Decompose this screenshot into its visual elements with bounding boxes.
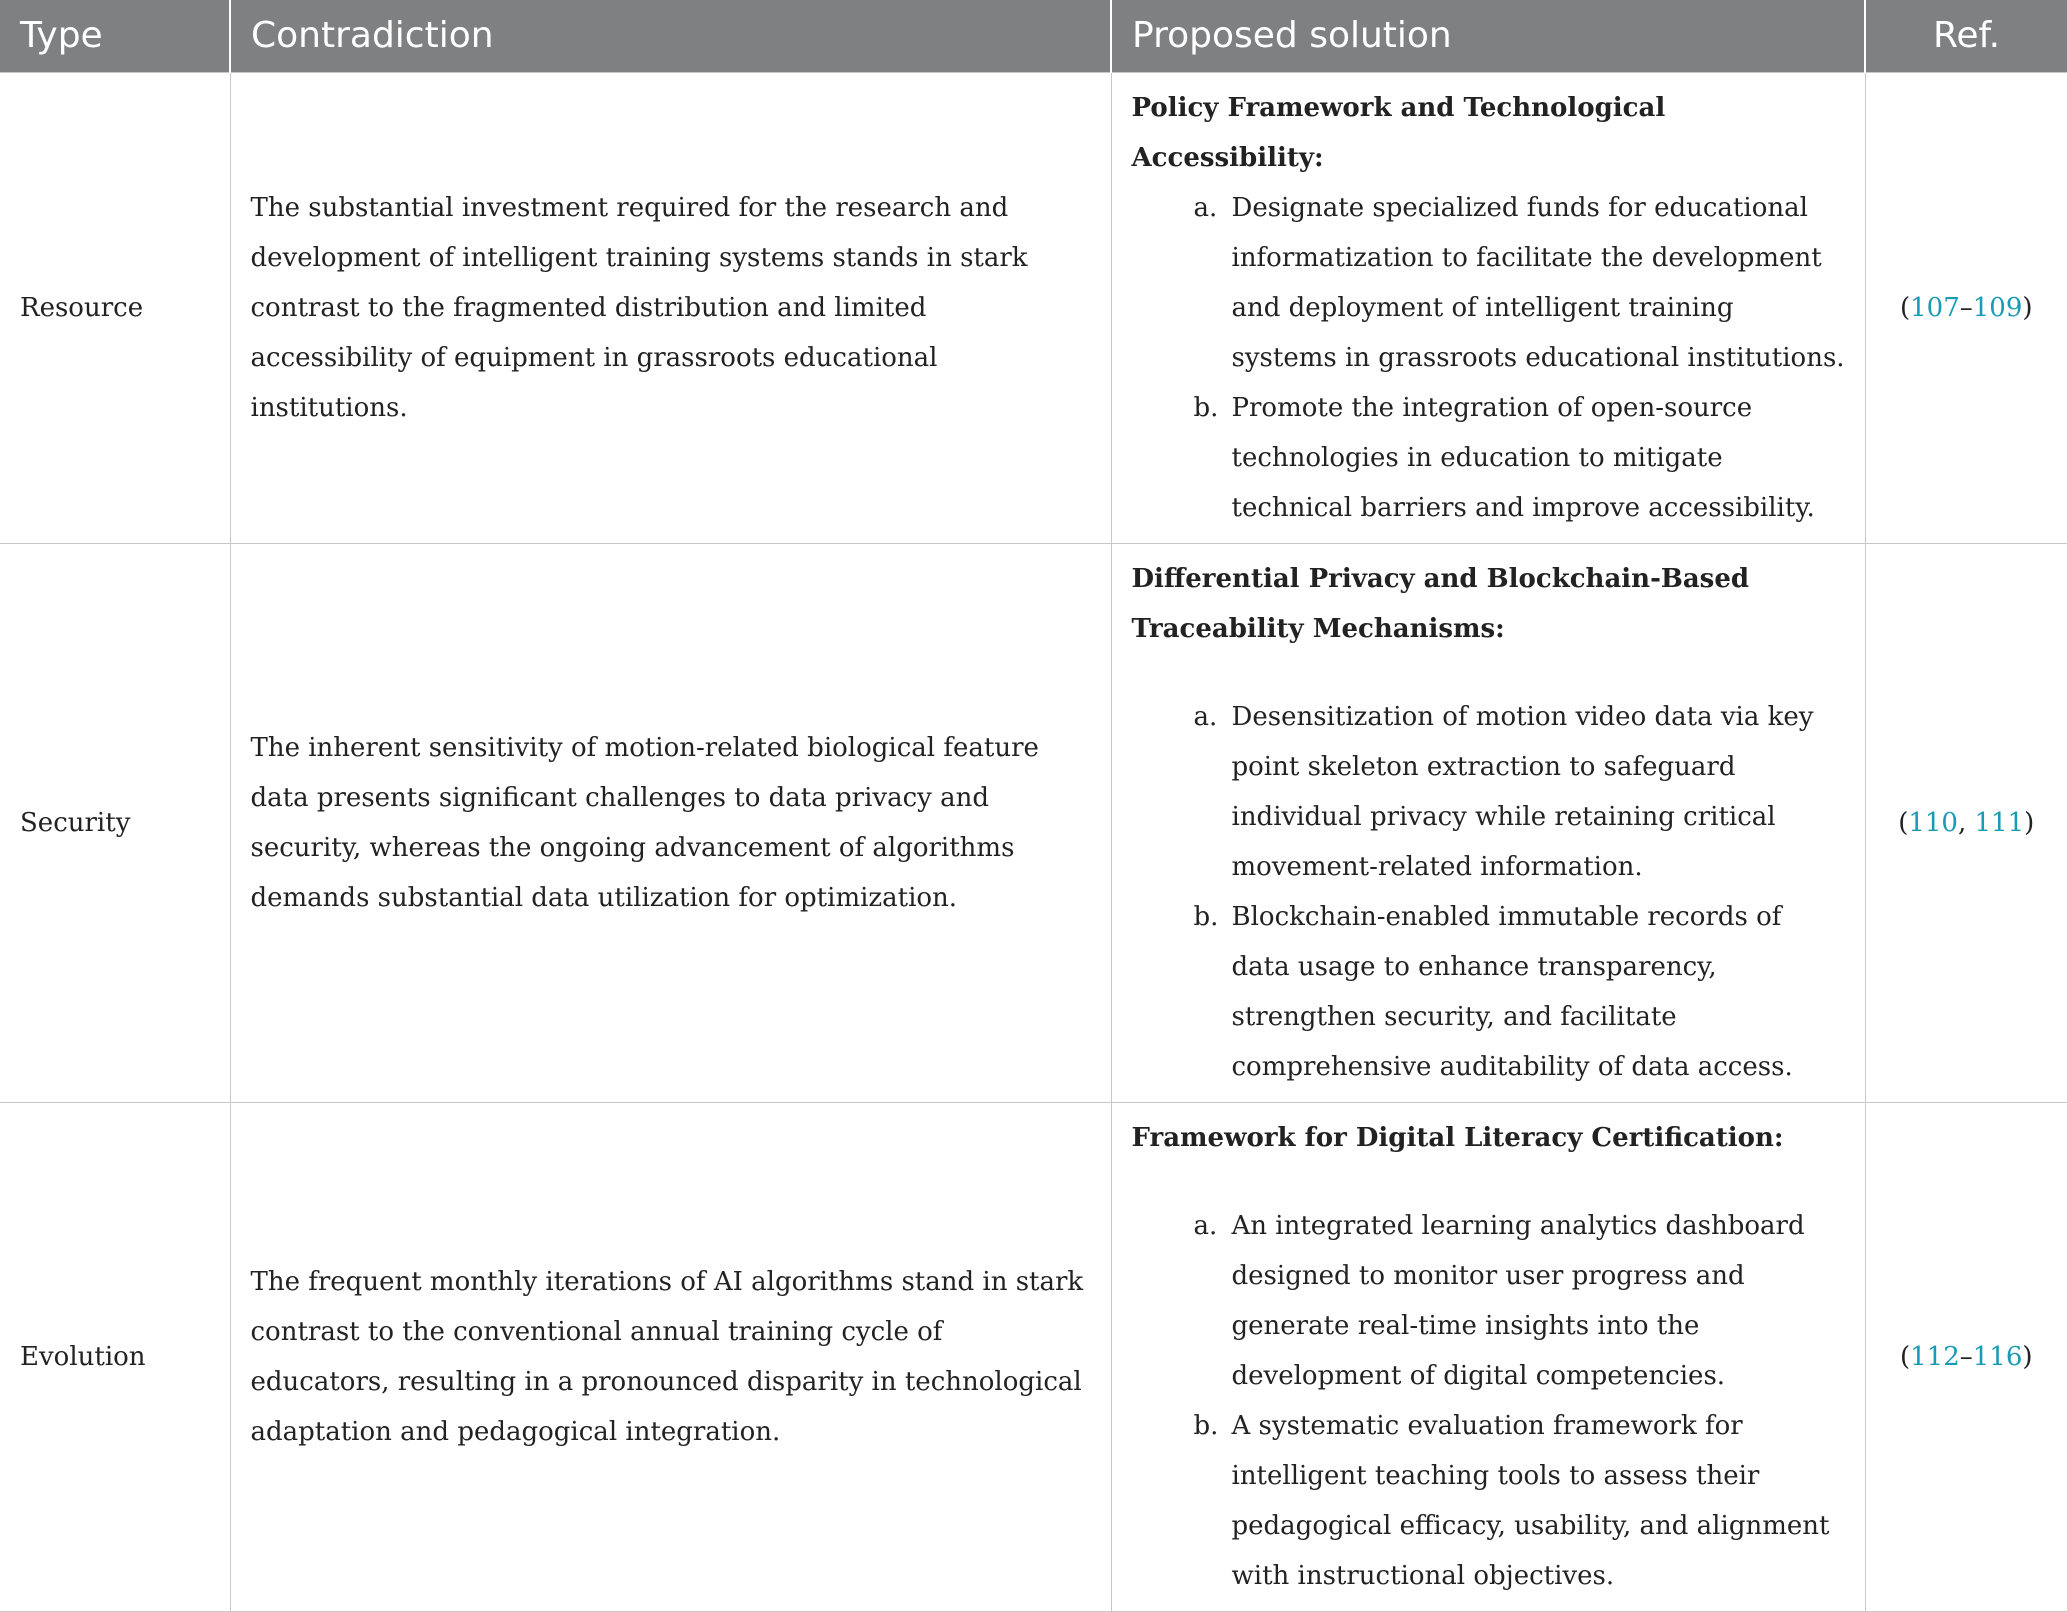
header-proposed-solution: Proposed solution: [1111, 0, 1865, 72]
solution-item: [1132, 892, 1847, 1092]
ref-separator: –: [1959, 292, 1973, 323]
contradiction-cell: The substantial investment required for the research and development of intelligent training systems stands in stark contrast to the fragmented distribution and limited accessibility of equipment in grassroots educational institutions.: [230, 72, 1111, 543]
contradiction-cell: The inherent sensitivity of motion-related biological feature data presents significant challenges to data privacy and security, whereas the ongoing advancement of algorithms demands substantial data utilization for optimization.: [230, 543, 1111, 1102]
solution-list: [1132, 1201, 1847, 1601]
ref-link[interactable]: 107: [1910, 292, 1960, 323]
header-row: [0, 0, 2067, 72]
header-ref: Ref.: [1865, 0, 2067, 72]
solution-heading: Framework for Digital Literacy Certification:: [1131, 1122, 1784, 1153]
solution-cell: [1111, 1102, 1865, 1611]
item-text: Blockchain-enabled immutable records of data usage to enhance transparency, strengthen security, and facilitate comprehensive auditability of data access.: [1231, 901, 1793, 1082]
ref-open-paren: (: [1899, 292, 1911, 323]
item-text: Designate specialized funds for educational informatization to facilitate the development and deployment of intelligent training systems in grassroots educational institutions.: [1231, 192, 1845, 373]
header-contradiction: Contradiction: [230, 0, 1111, 72]
table-row-resource: [0, 72, 2067, 543]
solution-item: [1132, 183, 1847, 383]
type-cell: Resource: [0, 72, 230, 543]
ref-open-paren: (: [1898, 807, 1909, 838]
solution-item: [1132, 692, 1847, 892]
table-row-evolution: [0, 1102, 2067, 1611]
header-type: Type: [0, 0, 230, 72]
item-text: Promote the integration of open-source technologies in education to mitigate technical barriers and improve accessibility.: [1231, 392, 1815, 523]
ref-cell: [1865, 1102, 2067, 1611]
solution-item: [1132, 1201, 1847, 1401]
item-text: Desensitization of motion video data via key point skeleton extraction to safeguard individual privacy while retaining critical movement-related information.: [1231, 701, 1814, 882]
ref-separator: ,: [1957, 807, 1975, 838]
ref-separator: –: [1959, 1341, 1973, 1372]
table-row-security: [0, 543, 2067, 1102]
solution-list: [1132, 183, 1847, 533]
solution-heading: Policy Framework and Technological Accessibility:: [1131, 92, 1666, 173]
item-text: An integrated learning analytics dashboard designed to monitor user progress and generate real-time insights into the development of digital competencies.: [1231, 1210, 1805, 1391]
item-marker: b.: [1193, 392, 1219, 423]
item-marker: a.: [1193, 1210, 1218, 1241]
ref-close-paren: ): [2022, 292, 2033, 323]
table-body: [0, 72, 2067, 1611]
table-header: [0, 0, 2067, 72]
type-cell: Security: [0, 543, 230, 1102]
ref-link[interactable]: 112: [1910, 1341, 1960, 1372]
ref-close-paren: ): [2024, 807, 2035, 838]
ref-cell: [1865, 543, 2067, 1102]
item-text: A systematic evaluation framework for intelligent teaching tools to assess their pedagogical efficacy, usability, and alignment with instructional objectives.: [1231, 1410, 1830, 1591]
solution-heading: Differential Privacy and Blockchain-Based Traceability Mechanisms:: [1131, 563, 1750, 644]
ref-link[interactable]: 111: [1974, 807, 2025, 838]
type-cell: Evolution: [0, 1102, 230, 1611]
contradiction-cell: The frequent monthly iterations of AI algorithms stand in stark contrast to the conventional annual training cycle of educators, resulting in a pronounced disparity in technological adaptation and pedagogical integration.: [230, 1102, 1111, 1611]
item-marker: a.: [1193, 701, 1218, 732]
ref-open-paren: (: [1899, 1341, 1911, 1372]
ref-link[interactable]: 109: [1972, 292, 2023, 323]
ref-link[interactable]: 116: [1972, 1341, 2023, 1372]
solution-cell: [1111, 72, 1865, 543]
solution-list: [1132, 692, 1847, 1092]
solution-item: [1132, 383, 1847, 533]
ref-link[interactable]: 110: [1908, 807, 1958, 838]
item-marker: b.: [1193, 1410, 1219, 1441]
ref-close-paren: ): [2022, 1341, 2033, 1372]
item-marker: a.: [1193, 192, 1218, 223]
solution-item: [1132, 1401, 1847, 1601]
item-marker: b.: [1193, 901, 1219, 932]
ref-cell: [1865, 72, 2067, 543]
solution-cell: [1111, 543, 1865, 1102]
